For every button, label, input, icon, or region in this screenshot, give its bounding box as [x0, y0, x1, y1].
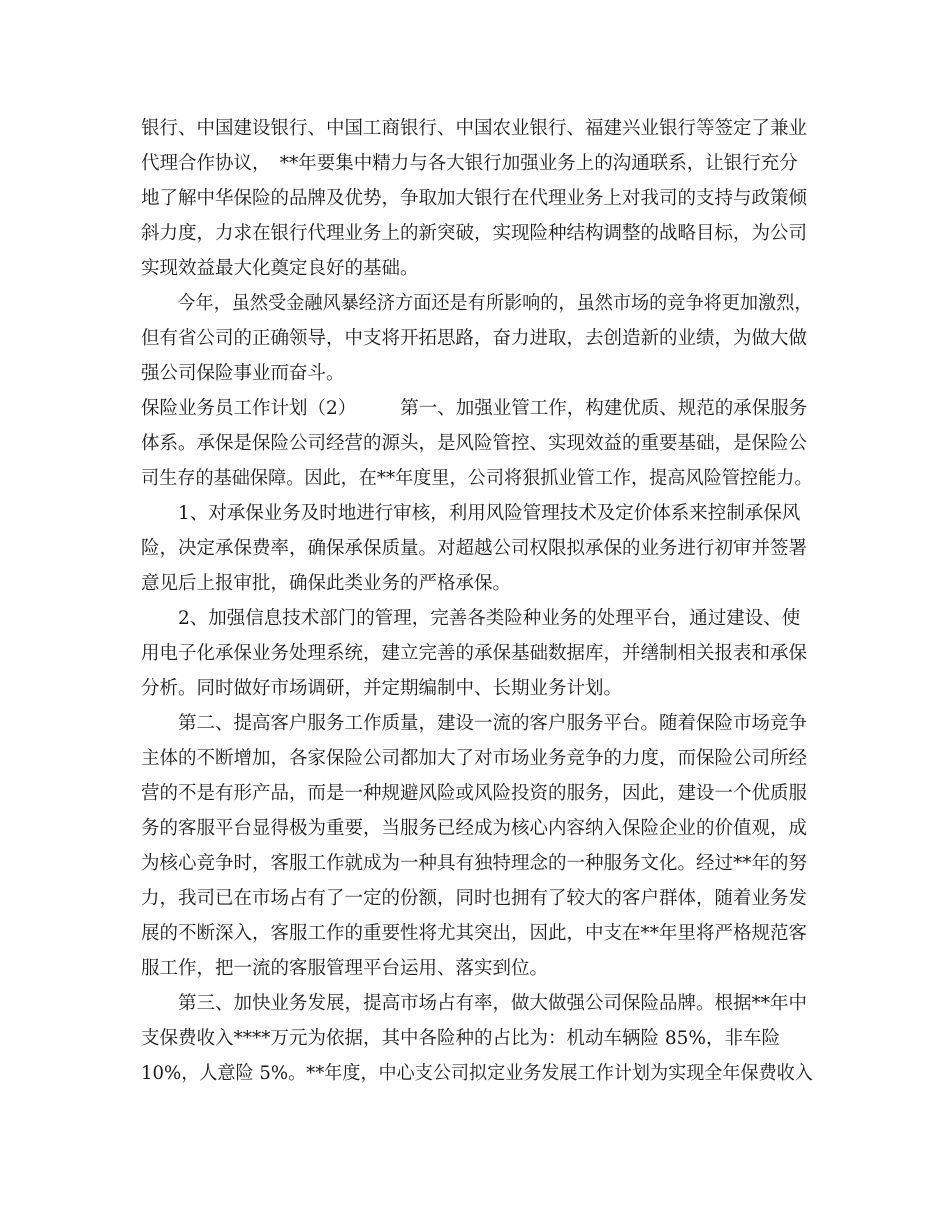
- section-heading: 保险业务员工作计划（2）: [141, 398, 357, 419]
- text-line: 但有省公司的正确领导，中支将开拓思路，奋力进取，去创造新的业绩，为做大做: [141, 328, 808, 349]
- text-line: 体系。承保是保险公司经营的源头，是风险管控、实现效益的重要基础，是保险公: [141, 433, 808, 454]
- text-line: 司生存的基础保障。因此，在**年度里，公司将狠抓业管工作，提高风险管控能力。: [141, 468, 813, 489]
- text-line: 银行、中国建设银行、中国工商银行、中国农业银行、福建兴业银行等签定了兼业: [141, 118, 808, 139]
- text-line: 展的不断深入，客服工作的重要性将尤其突出，因此，中支在**年里将严格规范客: [141, 923, 808, 944]
- paragraph-first-line: 今年，虽然受金融风暴经济方面还是有所影响的，虽然市场的竞争将更加激烈，: [177, 293, 813, 314]
- text-line: 实现效益最大化奠定良好的基础。: [141, 258, 419, 279]
- text-line: 用电子化承保业务处理系统，建立完善的承保基础数据库，并缮制相关报表和承保: [141, 643, 808, 664]
- section-heading-tail: 第一、加强业管工作，构建优质、规范的承保服务: [400, 398, 808, 419]
- text-line: 10%，人意险 5%。**年度，中心支公司拟定业务发展工作计划为实现全年保费收入: [141, 1063, 813, 1084]
- text-line: 为核心竞争时，客服工作就成为一种具有独特理念的一种服务文化。经过**年的努: [141, 853, 808, 874]
- section-heading-line: [141, 391, 813, 426]
- text-line: 斜力度，力求在银行代理业务上的新突破，实现险种结构调整的战略目标，为公司: [141, 223, 808, 244]
- text-line: 险，决定承保费率，确保承保质量。对超越公司权限拟承保的业务进行初审并签署: [141, 538, 808, 559]
- text-line: 营的不是有形产品，而是一种规避风险或风险投资的服务，因此，建设一个优质服: [141, 783, 808, 804]
- document-body: [141, 111, 813, 1091]
- text-line: 意见后上报审批，确保此类业务的严格承保。: [141, 573, 512, 594]
- text-line: 务的客服平台显得极为重要，当服务已经成为核心内容纳入保险企业的价值观，成: [141, 818, 808, 839]
- paragraph-first-line: 第三、加快业务发展，提高市场占有率，做大做强公司保险品牌。根据**年中: [178, 993, 808, 1014]
- paragraph-first-line: 第二、提高客户服务工作质量，建设一流的客户服务平台。随着保险市场竞争: [178, 713, 808, 734]
- text-line: 力，我司已在市场占有了一定的份额，同时也拥有了较大的客户群体，随着业务发: [141, 888, 808, 909]
- text-line: 支保费收入****万元为依据，其中各险种的占比为：机动车辆险 85%，非车险: [141, 1028, 781, 1049]
- text-line: 代理合作协议， **年要集中精力与各大银行加强业务上的沟通联系，让银行充分: [141, 153, 798, 174]
- text-line: 分析。同时做好市场调研，并定期编制中、长期业务计划。: [141, 678, 623, 699]
- text-line: 服工作，把一流的客服管理平台运用、落实到位。: [141, 958, 549, 979]
- paragraph-first-line: 1、对承保业务及时地进行审核，利用风险管理技术及定价体系来控制承保风: [178, 503, 801, 524]
- text-line: 主体的不断增加，各家保险公司都加大了对市场业务竞争的力度，而保险公司所经: [141, 748, 808, 769]
- paragraph-first-line: 2、加强信息技术部门的管理，完善各类险种业务的处理平台，通过建设、使: [178, 608, 801, 629]
- text-line: 强公司保险事业而奋斗。: [141, 363, 345, 384]
- text-line: 地了解中华保险的品牌及优势，争取加大银行在代理业务上对我司的支持与政策倾: [141, 188, 808, 209]
